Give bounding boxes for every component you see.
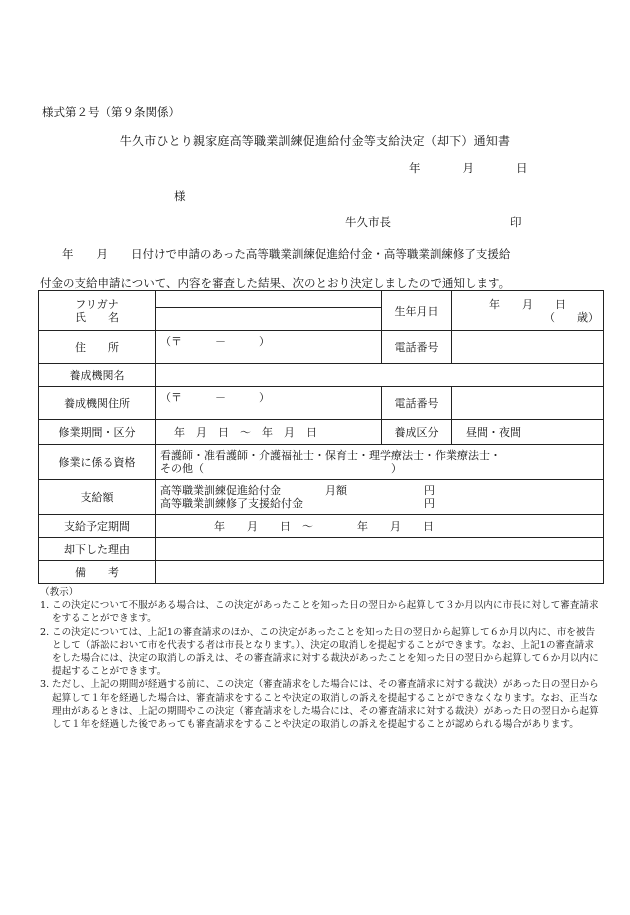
schedule-value[interactable]: 年 月 日 ～ 年 月 日 (156, 515, 604, 538)
table-row (39, 480, 604, 515)
list-item (40, 599, 600, 625)
phone-input[interactable] (452, 331, 604, 364)
qualification-options: 看護師・准看護師・介護福祉士・保育士・理学療法士・作業療法士・ (160, 449, 501, 462)
instructions (40, 586, 600, 731)
issuer (345, 214, 522, 230)
institution-phone-input[interactable] (452, 387, 604, 420)
table-row (39, 364, 604, 387)
table-row (39, 387, 604, 420)
remarks-label: 備 考 (39, 561, 156, 584)
note-text: この決定について不服がある場合は、この決定があったことを知った日の翌日から起算して３か月以内に市長に対して審査請求をすることができます。 (52, 600, 599, 625)
table-row (39, 331, 604, 364)
addressee: 様 (174, 189, 186, 203)
postal-code: （〒 － ） (160, 335, 270, 348)
birthdate-label: 生年月日 (382, 291, 452, 331)
application-table (38, 290, 604, 584)
table-row (39, 561, 604, 584)
period-value[interactable]: 年 月 日 ～ 年 月 日 (156, 420, 382, 445)
issue-date (409, 160, 528, 176)
note-number: 2. (40, 626, 50, 638)
furigana-label: フリガナ (75, 297, 119, 311)
name-label: 氏 名 (75, 310, 119, 324)
date-month: 月 (462, 161, 474, 175)
note-number: 1. (40, 600, 50, 612)
training-type-value[interactable]: 昼間・夜間 (452, 420, 604, 445)
table-row (39, 538, 604, 561)
rejection-reason-label: 却下した理由 (39, 538, 156, 561)
qualification-cell[interactable] (156, 445, 604, 480)
qualification-label: 修業に係る資格 (39, 445, 156, 480)
date-year: 年 (409, 161, 421, 175)
date-day: 日 (516, 161, 528, 175)
note-number: 3. (40, 679, 50, 691)
institution-address-input[interactable] (156, 387, 382, 420)
institution-address-label: 養成機関住所 (39, 387, 156, 420)
table-row (39, 420, 604, 445)
address-input[interactable] (156, 331, 382, 364)
list-item (40, 678, 600, 731)
institution-name-input[interactable] (156, 364, 604, 387)
document-title: 牛久市ひとり親家庭高等職業訓練促進給付金等支給決定（却下）通知書 (119, 134, 511, 148)
name-label-cell (39, 291, 156, 331)
training-type-label: 養成区分 (382, 420, 452, 445)
furigana-input[interactable] (156, 291, 382, 308)
name-input[interactable] (156, 308, 382, 331)
payment-training-allowance: 高等職業訓練促進給付金 月額 円 (160, 484, 435, 497)
institution-postal-code: （〒 － ） (160, 391, 270, 404)
payment-cell[interactable] (156, 480, 604, 515)
issuer-name: 牛久市長 (345, 215, 391, 229)
intro-line-1: 年 月 日付けで申請のあった高等職業訓練促進給付金・高等職業訓練修了支援給 (62, 247, 511, 261)
form-number: 様式第２号（第９条関係） (42, 105, 180, 119)
remarks-input[interactable] (156, 561, 604, 584)
list-item (40, 626, 600, 679)
table-row (39, 445, 604, 480)
table-row (39, 291, 604, 308)
schedule-label: 支給予定期間 (39, 515, 156, 538)
seal-mark: 印 (510, 215, 522, 229)
note-text: この決定については、上記1の審査請求のほか、この決定があったことを知った日の翌日から起算して６か月以内に、市を被告として（訴訟において市を代表する者は市長となります。）、決定の取消しを提起することができます。なお、上記1の審査請求をした場合には、決定の取消しの訴えは、その審査請求に対する裁決があったことを知った日の翌日から起算して６か月以内に提起することができます。 (52, 626, 599, 678)
rejection-reason-input[interactable] (156, 538, 604, 561)
payment-completion-allowance: 高等職業訓練修了支援給付金 円 (160, 497, 435, 510)
note-text: ただし、上記の期間が経過する前に、この決定（審査請求をした場合には、その審査請求に対する裁決）があった日の翌日から起算して１年を経過した場合は、審査請求をすることや決定の取消しの訴えを提起することができなくなります。なお、正当な理由があるときは、上記の期間やこの決定（審査請求をした場合には、その審査請求に対する裁決）があった日の翌日から起算して１年を経過した後であっても審査請求をすることや決定の取消しの訴えを提起することが認められる場合があります。 (52, 679, 599, 731)
phone-label: 電話番号 (382, 331, 452, 364)
birthdate-ymd: 年 月 日 (489, 297, 566, 311)
period-label: 修業期間・区分 (39, 420, 156, 445)
table-row (39, 515, 604, 538)
instructions-heading: （教示） (40, 587, 79, 598)
address-label: 住 所 (39, 331, 156, 364)
institution-phone-label: 電話番号 (382, 387, 452, 420)
payment-label: 支給額 (39, 480, 156, 515)
intro-line-2: 付金の支給申請について、内容を審査した結果、次のとおり決定しましたので通知します。 (40, 276, 511, 290)
birthdate-cell[interactable] (452, 291, 604, 331)
age-field: （ 歳） (544, 310, 599, 324)
qualification-other: その他（ ） (160, 462, 402, 475)
institution-name-label: 養成機関名 (39, 364, 156, 387)
